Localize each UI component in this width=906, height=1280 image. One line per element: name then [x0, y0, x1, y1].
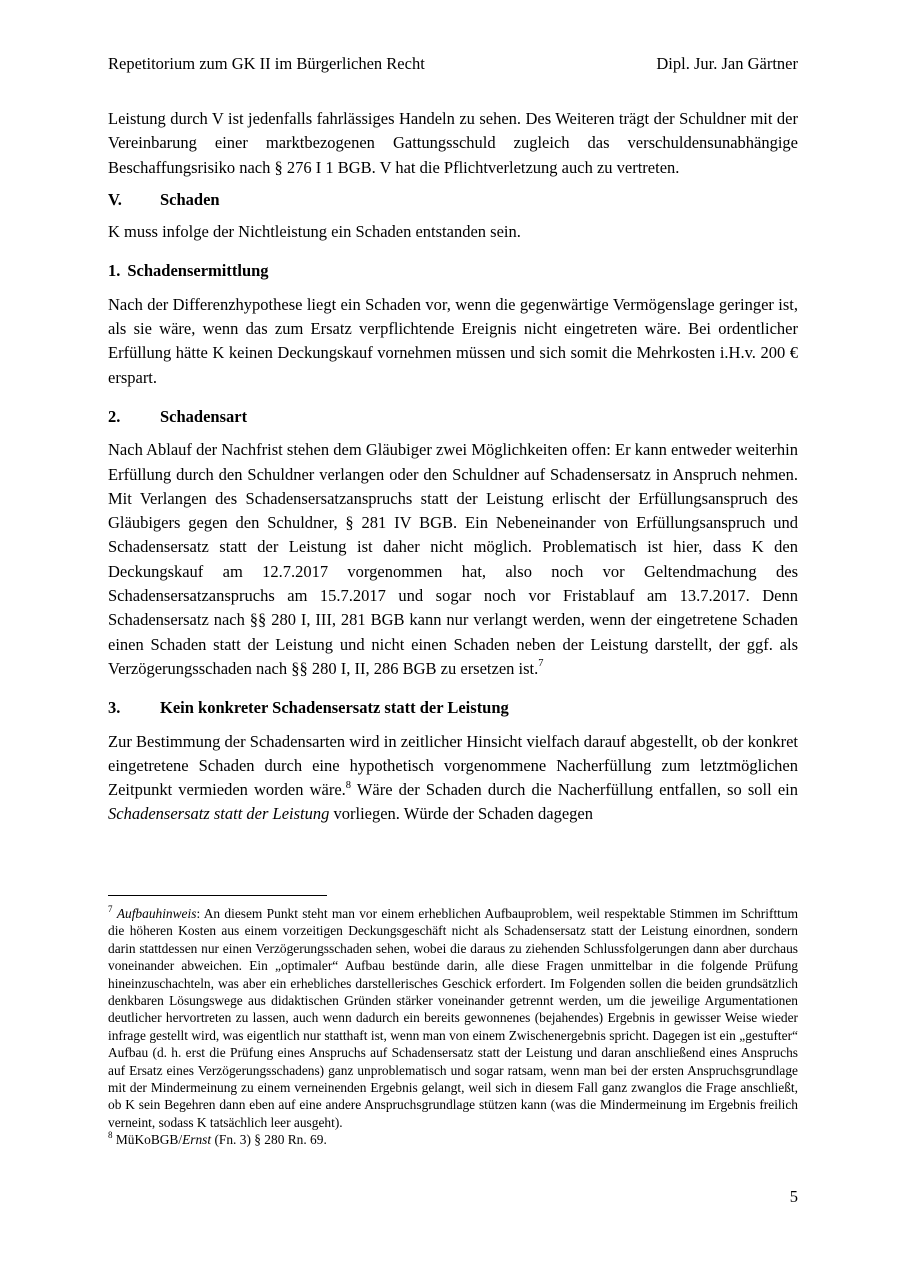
header-course-title: Repetitorium zum GK II im Bürgerlichen Recht [108, 54, 425, 73]
footnote-separator [108, 895, 327, 896]
section-heading-2 [108, 405, 798, 429]
paragraph-text: vorliegen. Würde der Schaden dagegen [329, 804, 593, 824]
page-number: 5 [789, 1187, 798, 1206]
section-heading-1 [108, 259, 798, 283]
section-number: 1. [108, 261, 121, 281]
footnotes [108, 905, 798, 1149]
footnote-text: (Fn. 3) § 280 Rn. 69. [211, 1132, 327, 1148]
page-body [108, 107, 798, 827]
paragraph-schadensart [108, 438, 798, 681]
footnote-text: MüKoBGB/ [112, 1132, 183, 1148]
emphasis-text: Schadensersatz statt der Leistung [108, 804, 330, 824]
paragraph-text: Wäre der Schaden durch die Nacherfüllung entfallen, so soll ein [351, 780, 798, 800]
paragraph-text: Zur Bestimmung der Schadensarten wird in zeitlicher Hinsicht vielfach darauf abgestellt, ob der konkret eingetretene Schaden durch eine hypothetisch vorgenommene Nacherfüllung zum letztmöglichen Zeitpunkt vermieden worden wäre. [108, 731, 798, 800]
footnote-8 [108, 1131, 798, 1148]
footnote-emphasis: Aufbauhinweis [116, 906, 197, 921]
footnote-number: 8 [108, 1129, 113, 1140]
paragraph-schadensermittlung: Nach der Differenzhypothese liegt ein Schaden vor, wenn die gegenwärtige Vermögenslage geringer ist, als sie wäre, wenn das zum Ersatz verpflichtende Ereignis nicht eingetreten wäre. Bei ordentlicher Erfüllung hätte K keinen Deckungskauf vornehmen müssen und sich somit die Mehrkosten i.H.v. 200 € erspart. [108, 294, 798, 387]
paragraph-schadensersatz [108, 730, 798, 827]
paragraph-verschulden: Leistung durch V ist jedenfalls fahrlässiges Handeln zu sehen. Des Weiteren trägt der Schuldner mit der Vereinbarung einer marktbezogenen Gattungsschuld zugleich das verschuldensunabhängige Beschaffungsrisiko nach § 276 I 1 BGB. V hat die Pflichtverletzung auch zu vertreten. [108, 109, 798, 177]
section-heading-v [108, 188, 798, 212]
paragraph-text: Nach Ablauf der Nachfrist stehen dem Gläubiger zwei Möglichkeiten offen: Er kann entweder weiterhin Erfüllung durch den Schuldner verlangen oder den Schuldner auf Schadensersatz in Anspruch nehmen. Mit Verlangen des Schadensersatzanspruchs statt der Leistung erlischt der Erfüllungsanspruch des Gläubigers gegen den Schuldner, § 281 IV BGB. Ein Nebeneinander von Erfüllungsanspruch und Schadensersatz statt der Leistung ist daher nicht möglich. Problematisch ist hier, dass K den Deckungskauf am 12.7.2017 vorgenommen hat, also noch vor Geltendmachung des Schadensersatzanspruchs am 15.7.2017 und sogar noch vor Fristablauf am 13.7.2017. Denn Schadensersatz nach §§ 280 I, III, 281 BGB kann nur verlangt werden, wenn der eingetretene Schaden einen Schaden statt der Leistung und nicht einen Schaden neben der Leistung darstellt, der ggf. als Verzögerungsschaden nach §§ 280 I, II, 286 BGB zu ersetzen ist. [108, 440, 798, 678]
footnote-ref-8[interactable]: 8 [345, 779, 352, 791]
footnote-7 [108, 905, 798, 1131]
paragraph-schaden-intro: K muss infolge der Nichtleistung ein Schaden entstanden sein. [108, 222, 521, 242]
section-title: Schaden [160, 189, 220, 209]
section-number: 3. [108, 698, 121, 718]
section-title: Schadensart [160, 406, 248, 426]
section-title: Schadensermittlung [127, 261, 269, 281]
section-number: 2. [108, 406, 121, 426]
footnote-ref-7[interactable]: 7 [538, 658, 544, 670]
section-number: V. [108, 189, 122, 209]
section-title: Kein konkreter Schadensersatz statt der Leistung [160, 698, 509, 718]
footnote-number: 7 [108, 903, 113, 914]
footnote-emphasis: Ernst [182, 1132, 212, 1148]
footnote-text: : An diesem Punkt steht man vor einem erheblichen Aufbauproblem, weil respektable Stimmen im Schrifttum die höheren Kosten aus einem vorzeitigen Deckungsgeschäft nicht als Schadensersatz statt der Leistung einordnen, sondern darin stattdessen nur einen Verzögerungsschaden sehen, wobei die daraus zu ziehenden Schlussfolgerungen dann aber durchaus voneinander abweichen. Ein „optimaler“ Aufbau bestünde darin, alle diese Fragen unmittelbar in die folgende Prüfung hineinzuschachteln, was aber ein erhebliches darstellerisches Geschick erfordert. Im Folgenden sollen die beiden grundsätzlich denkbaren Lösungswege aus didaktischen Gründen stärker voneinander getrennt werden, um die jeweilige Argumentationen deutlicher hervortreten zu lassen, auch wenn dadurch ein bereits gewonnenes (bejahendes) Ergebnis in gewisser Weise wieder infrage gestellt wird, was eigentlich nur statthaft ist, wenn man von einem Zwischenergebnis spricht. Dagegen ist ein „gestufter“ Aufbau (d. h. erst die Prüfung eines Anspruchs auf Schadensersatz statt der Leistung und daran anschließend eines Anspruchs auf Ersatz eines Verzögerungsschadens) ganz unproblematisch und sogar ratsam, wenn man bei der ersten Anspruchsgrundlage mit der Mindermeinung zu einem verneinenden Ergebnis gelangt, weil sich in diesem Fall ganz zwanglos die Frage anschließt, ob K sein Begehren dann eben auf eine andere Anspruchsgrundlage stützen kann (was die Mindermeinung im Ergebnis freilich verneint, sodass K tatsächlich leer ausgeht). [108, 906, 798, 1130]
section-heading-3 [108, 696, 798, 720]
header-author: Dipl. Jur. Jan Gärtner [656, 54, 798, 73]
